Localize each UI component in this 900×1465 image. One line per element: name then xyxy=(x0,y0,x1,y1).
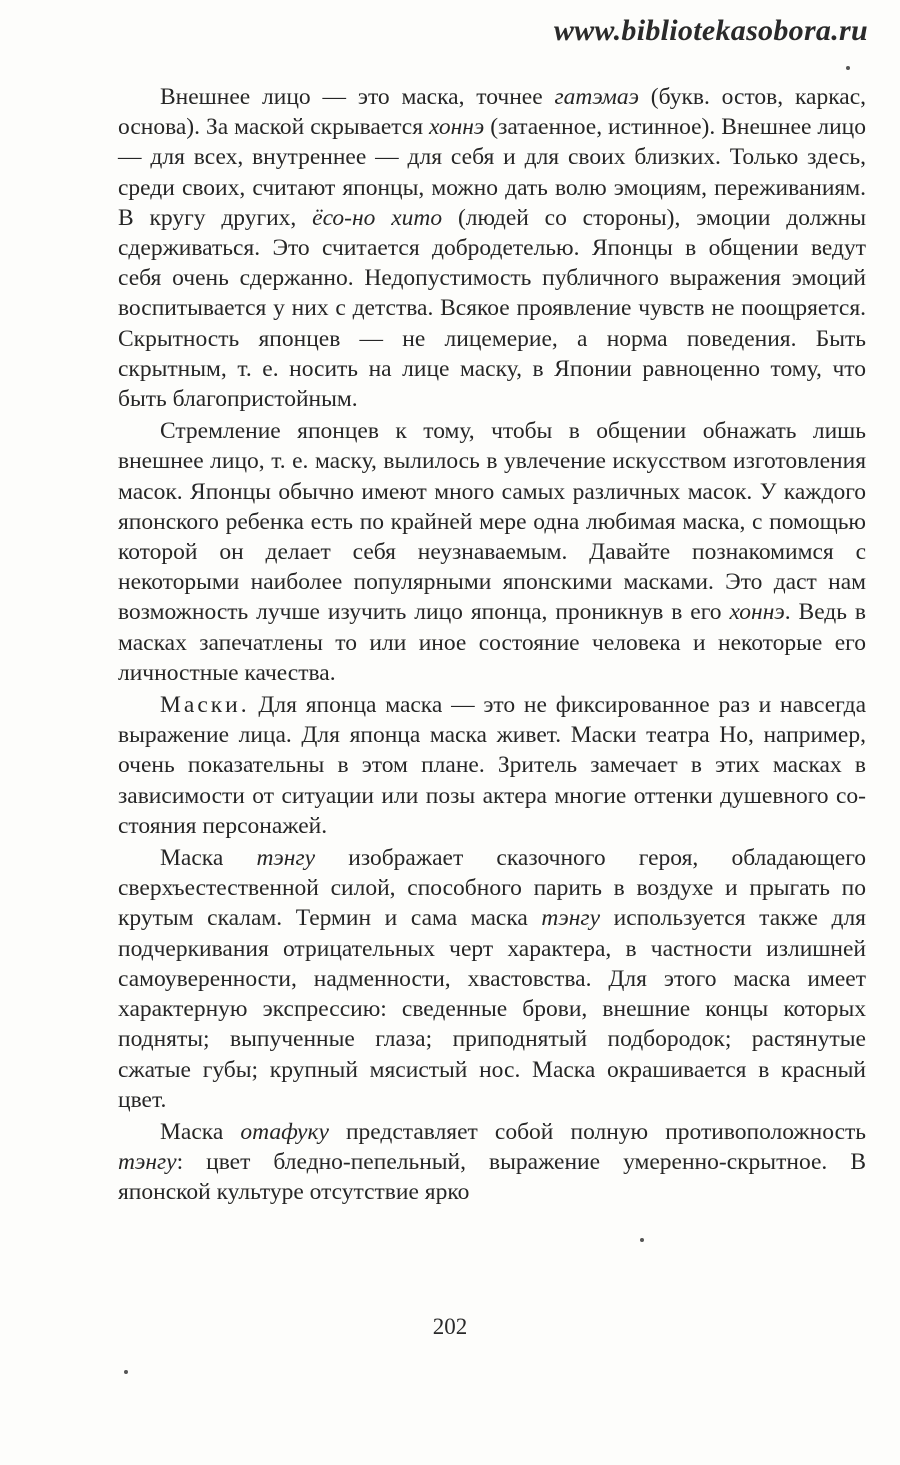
print-speck xyxy=(124,1370,128,1374)
page-number: 202 xyxy=(432,1314,468,1339)
paragraph-5 xyxy=(118,1117,866,1208)
paragraph-lead: Маски. xyxy=(160,692,250,719)
text-run: Маска xyxy=(160,845,257,872)
paragraph-2 xyxy=(118,416,866,688)
italic-term: гатэмаэ xyxy=(554,84,639,110)
text-run: представляет собой полную противоположность xyxy=(328,1118,866,1145)
site-url-watermark: www.bibliotekasobora.ru xyxy=(553,14,868,47)
print-speck xyxy=(640,1238,644,1242)
paragraph-3 xyxy=(118,690,866,841)
text-run: (букв. остов, каркас, основа). За маской скрывается xyxy=(118,84,867,141)
text-run: . Ведь в масках запечатлены то или иное состояние человека и некоторые его личностные качества. xyxy=(118,599,866,686)
italic-term: хоннэ xyxy=(429,114,485,141)
text-run: Маска xyxy=(160,1118,241,1145)
text-run: : цвет бледно-пепельный, выражение умеренно-скрытное. В японской культуре отсутствие ярко xyxy=(118,1149,866,1206)
text-run: (людей со стороны), эмоции должны сдерживаться. Это считается добродетелью. Японцы в общении ведут себя очень сдержанно. Недопустимость публичного выражения эмоций воспитывается у них с детства. Всякое проявление чувств не поощряется. Скрытность японцев — не лицемерие, а норма поведения. Быть скрытным, т. е. носить на лице маску, в Японии равноценно тому, что быть благопристойным. xyxy=(118,204,866,413)
paragraph-4 xyxy=(118,843,866,1115)
text-run: используется также для подчеркивания отрицательных черт характера, в частности излишней самоуверенности, надменности, хвастовства. Для этого маска имеет характерную экспрессию: сведенные брови, внешние концы которых подняты; выпученные глаза; приподнятый подбородок; растянутые сжатые губы; крупный мясистый нос. Маска окрашивается в красный цвет. xyxy=(118,905,866,1113)
text-run: Для японца маска — это не фиксированное раз и навсегда выражение лица. Для японца маска живет. Маски театра Но, например, очень показательны в этом плане. Зритель замечает в этих масках в зависимости от ситуации или позы актера многие оттенки душевного состояния персонажей. xyxy=(118,692,866,839)
italic-term: тэнгу xyxy=(118,1149,177,1176)
text-run: Внешнее лицо — это маска, точнее xyxy=(160,84,555,110)
italic-term: тэнгу xyxy=(256,845,316,872)
italic-term: хоннэ xyxy=(729,599,785,626)
text-run: изображает сказочного героя, обладающего сверхъестественной силой, способного парить в воздухе и прыгать по крутым скалам. Термин и сама маска xyxy=(118,845,867,932)
italic-term: ёсо-но хито xyxy=(312,204,443,231)
italic-term: тэнгу xyxy=(541,905,601,932)
paragraph-1 xyxy=(118,82,866,414)
body-text xyxy=(118,82,866,1208)
text-run: (затаенное, истинное). Внешнее лицо — для всех, внутреннее — для себя и для своих близких. Только здесь, среди своих, считают японцы, можно дать волю эмоциям, переживаниям. В кругу других, xyxy=(118,114,866,231)
print-speck xyxy=(846,66,850,70)
italic-term: отафуку xyxy=(240,1118,329,1145)
text-run: Стремление японцев к тому, чтобы в общении обнажать лишь внешнее лицо, т. е. маску, вылилось в увлечение искусством изготовления масок. Японцы обычно имеют много самых различных масок. У каждого японского ребенка есть по крайней мере одна любимая маска, с помощью которой он делает себя неузнаваемым. Давайте познакомимся с некоторыми наиболее популярными японскими масками. Это даст нам возможность лучше изучить лицо японца, проникнув в его xyxy=(118,418,866,626)
